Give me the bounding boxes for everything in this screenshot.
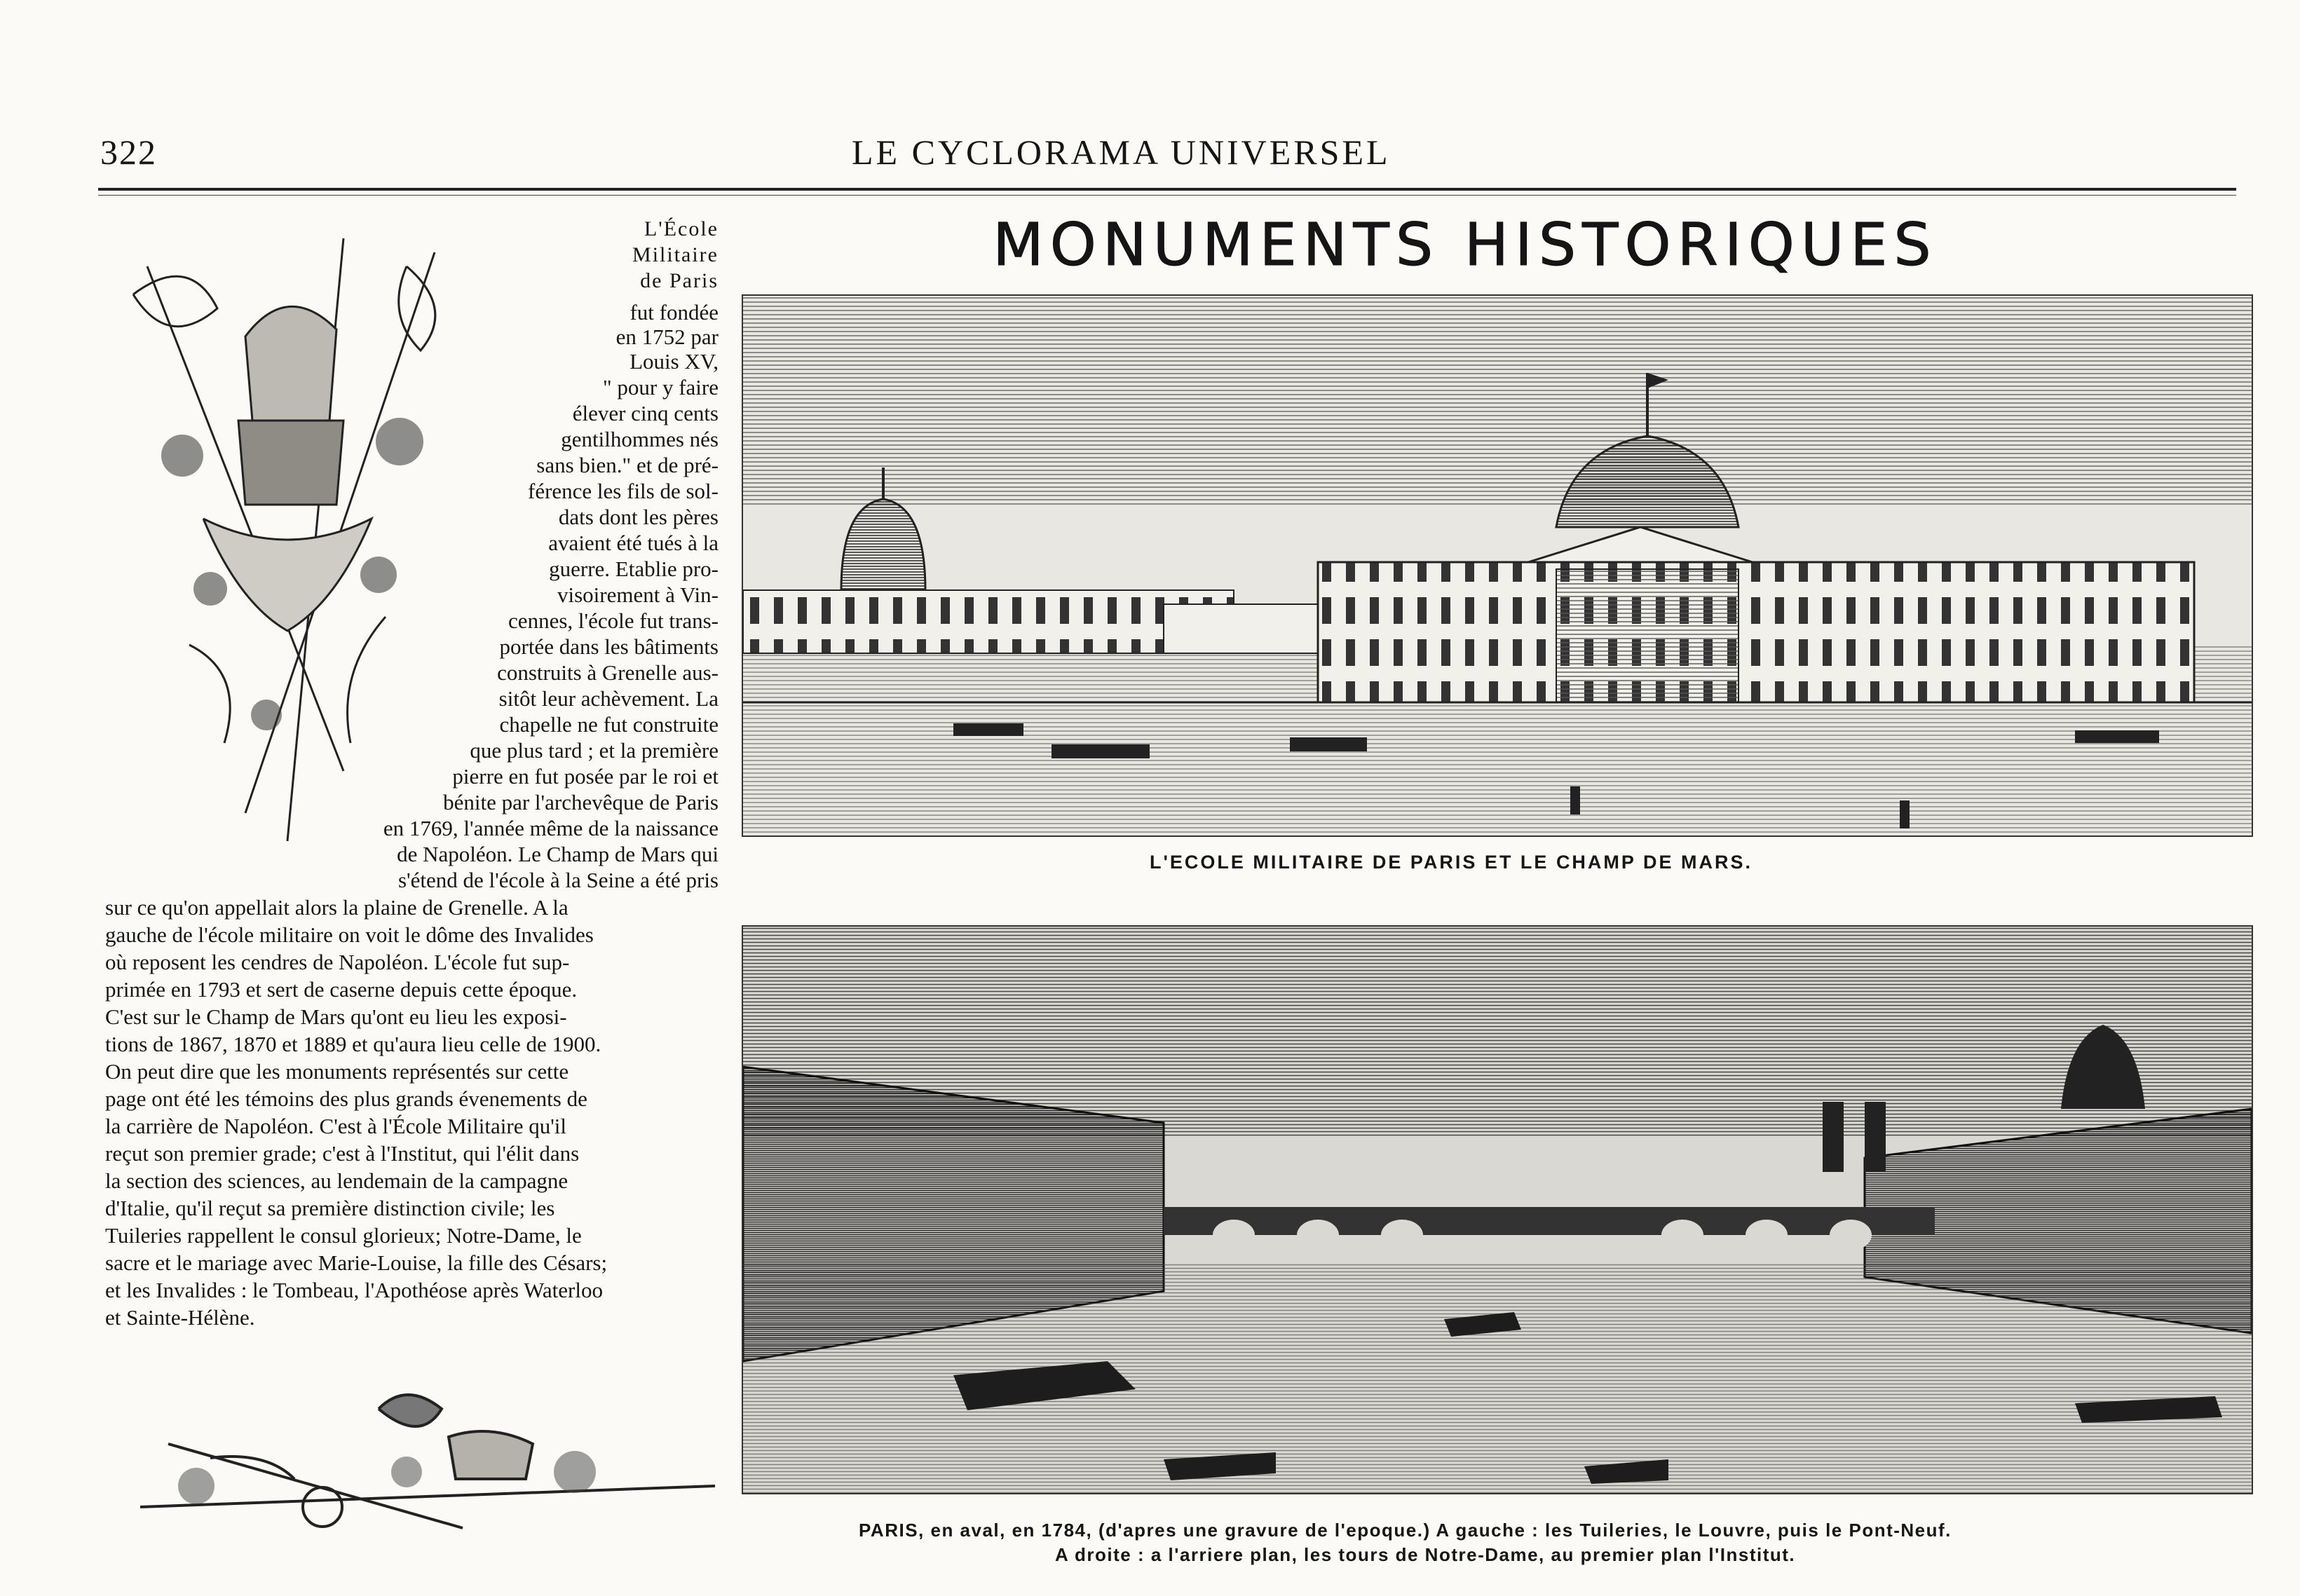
article-line: pierre en fut posée par le roi et xyxy=(452,764,719,789)
article-line: fut fondée xyxy=(630,300,719,325)
article-heading-line1: L'École xyxy=(644,217,719,240)
article-line: gentilhommes nés xyxy=(561,427,719,451)
article-line: chapelle ne fut construite xyxy=(499,712,719,737)
article-line: On peut dire que les monuments représentés sur cette xyxy=(105,1059,569,1084)
header-rule-thin xyxy=(98,195,2236,196)
article-line: en 1752 par xyxy=(615,325,719,349)
section-title: MONUMENTS HISTORIQUES xyxy=(993,210,1938,279)
article-line: gauche de l'école militaire on voit le dôme des Invalides xyxy=(105,922,594,947)
bottom-figure-caption-line2: A droite : a l'arriere plan, les tours de Notre-Dame, au premier plan l'Institut. xyxy=(1055,1544,1796,1565)
article-line: sur ce qu'on appellait alors la plaine de Grenelle. A la xyxy=(105,895,569,920)
article-line: sitôt leur achèvement. La xyxy=(498,686,719,711)
article-line: portée dans les bâtiments xyxy=(499,634,719,659)
helmet-trophy-icon xyxy=(105,210,470,876)
article-line: en 1769, l'année même de la naissance xyxy=(383,816,719,840)
header-rule xyxy=(98,188,2236,191)
article-line: primée en 1793 et sert de caserne depuis cette époque. xyxy=(105,977,578,1002)
article-line: d'Italie, qu'il reçut sa première distinction civile; les xyxy=(105,1196,555,1220)
article-line: reçut son premier grade; c'est à l'Institut, qui l'élit dans xyxy=(105,1141,580,1166)
page-number: 322 xyxy=(100,132,157,172)
article-heading-line3: de Paris xyxy=(640,269,719,292)
article-heading-line2: Militaire xyxy=(632,243,719,266)
article-line: Tuileries rappellent le consul glorieux; Notre-Dame, le xyxy=(105,1223,582,1248)
article-line: férence les fils de sol- xyxy=(528,479,719,503)
article-line: et les Invalides : le Tombeau, l'Apothéose après Waterloo xyxy=(105,1278,603,1302)
article-line: C'est sur le Champ de Mars qu'ont eu lieu les exposi- xyxy=(105,1004,567,1029)
article-line: et Sainte-Hélène. xyxy=(105,1305,255,1330)
article-line: la section des sciences, au lendemain de la campagne xyxy=(105,1168,569,1193)
article-line: " pour y faire xyxy=(602,375,719,400)
article-line: que plus tard ; et la première xyxy=(470,738,719,763)
article-line: dats dont les pères xyxy=(558,505,719,529)
article-line: de Napoléon. Le Champ de Mars qui xyxy=(397,842,719,866)
article-line: où reposent les cendres de Napoléon. L'école fut sup- xyxy=(105,950,570,974)
article-line: élever cinq cents xyxy=(572,401,719,425)
running-head: LE CYCLORAMA UNIVERSEL xyxy=(852,132,1391,172)
article-line: s'étend de l'école à la Seine a été pris xyxy=(397,868,719,892)
article-line: la carrière de Napoléon. C'est à l'École Militaire qu'il xyxy=(105,1114,567,1138)
arms-trophy-vignette xyxy=(112,1367,729,1549)
article-line: cennes, l'école fut trans- xyxy=(508,608,719,633)
article-heading xyxy=(617,216,719,294)
article-line: page ont été les témoins des plus grands évenements de xyxy=(105,1086,587,1111)
article-line: guerre. Etablie pro- xyxy=(549,557,719,581)
article-line: construits à Grenelle aus- xyxy=(497,660,719,685)
article-line: avaient été tués à la xyxy=(548,531,719,555)
article-line: sans bien." et de pré- xyxy=(536,453,719,477)
helmet-trophy-vignette xyxy=(105,210,470,876)
article-line: tions de 1867, 1870 et 1889 et qu'aura lieu celle de 1900. xyxy=(105,1032,601,1056)
ecole-militaire-illustration xyxy=(743,296,2252,835)
paris-1784-illustration xyxy=(743,927,2252,1493)
ecole-militaire-engraving xyxy=(742,294,2253,837)
paris-1784-engraving xyxy=(742,925,2253,1494)
arms-trophy-icon xyxy=(112,1367,729,1549)
article-line: sacre et le mariage avec Marie-Louise, la fille des Césars; xyxy=(105,1250,608,1275)
article-line: visoirement à Vin- xyxy=(557,582,719,607)
top-figure-caption: L'ECOLE MILITAIRE DE PARIS ET LE CHAMP DE MARS. xyxy=(1150,852,1753,873)
bottom-figure-caption-line1: PARIS, en aval, en 1784, (d'apres une gravure de l'epoque.) A gauche : les Tuileries, le Louvre, puis le Pont-Neuf. xyxy=(859,1520,1952,1541)
article-line: Louis XV, xyxy=(630,349,719,374)
article-line: bénite par l'archevêque de Paris xyxy=(443,790,719,814)
